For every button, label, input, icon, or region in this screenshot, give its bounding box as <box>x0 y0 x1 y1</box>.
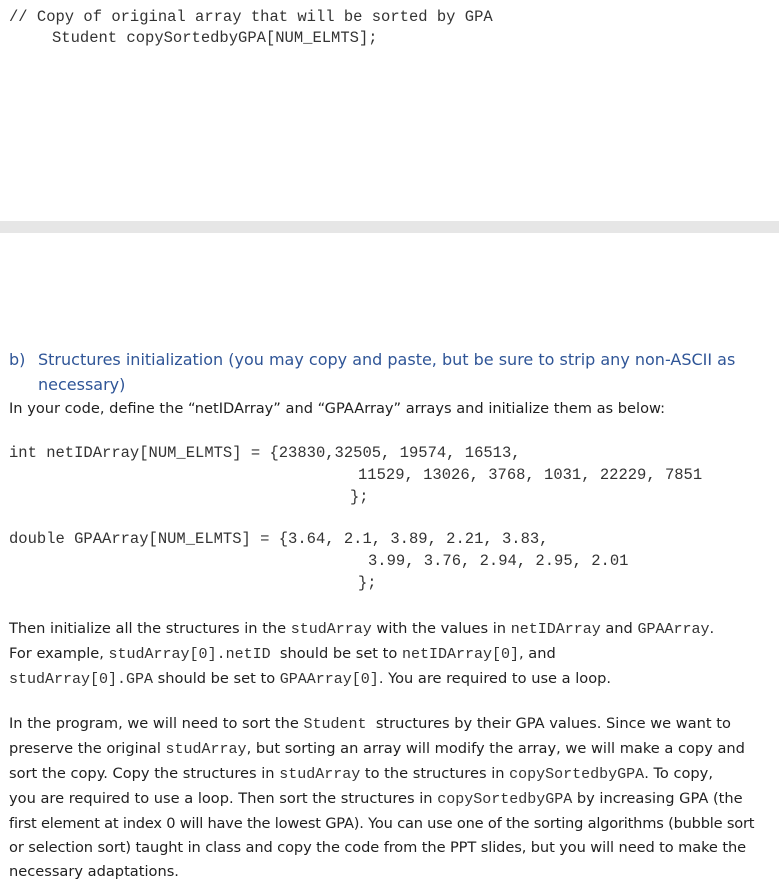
text: . To copy, <box>644 765 713 782</box>
section-label: b) <box>9 350 26 369</box>
code-term: studArray <box>279 766 361 783</box>
text: by increasing GPA (the <box>572 790 743 807</box>
intro-text: In your code, define the “netIDArray” and “GPAArray” arrays and initialize them as below: <box>9 400 666 417</box>
page-divider <box>0 221 779 233</box>
text: Then initialize all the structures in the <box>9 620 291 637</box>
code-term: studArray[0].GPA <box>9 671 154 688</box>
gpa-code-line3: }; <box>358 574 377 592</box>
paragraph-line: first element at index 0 will have the lowest GPA). You can use one of the sorting algorithms (bubble sort <box>9 815 755 832</box>
gpa-code-line2: 3.99, 3.76, 2.94, 2.95, 2.01 <box>368 552 629 570</box>
paragraph-initialize <box>9 617 771 692</box>
text: sort the copy. Copy the structures in <box>9 765 280 782</box>
code-term: copySortedbyGPA <box>509 766 645 783</box>
netid-code-line3: }; <box>350 488 369 506</box>
code-comment-line: // Copy of original array that will be sorted by GPA <box>9 8 493 26</box>
text: For example, <box>9 645 109 662</box>
text: In the program, we will need to sort the <box>9 715 304 732</box>
text: with the values in <box>371 620 511 637</box>
text: structures by their GPA values. Since we want to <box>366 715 731 732</box>
netid-code-line2: 11529, 13026, 3768, 1031, 22229, 7851 <box>358 466 703 484</box>
text: . You are required to use a loop. <box>378 670 612 687</box>
text: preserve the original <box>9 740 166 757</box>
text: should be set to <box>153 670 280 687</box>
paragraph-line <box>9 642 771 667</box>
gpa-code-line1: double GPAArray[NUM_ELMTS] = {3.64, 2.1, 3.89, 2.21, 3.83, <box>9 530 549 548</box>
text: . <box>709 620 715 637</box>
code-term: GPAArray[0] <box>279 671 379 688</box>
text: you are required to use a loop. Then sort the structures in <box>9 790 438 807</box>
code-term: GPAArray <box>637 621 710 638</box>
text: , and <box>519 645 556 662</box>
paragraph-line <box>9 712 771 737</box>
text: and <box>600 620 638 637</box>
paragraph-line <box>9 617 771 642</box>
code-term: copySortedbyGPA <box>437 791 573 808</box>
code-term: studArray[0].netID <box>108 646 271 663</box>
code-term: studArray <box>290 621 372 638</box>
text: , but sorting an array will modify the array, we will make a copy and <box>246 740 745 757</box>
section-title-line1: Structures initialization (you may copy and paste, but be sure to strip any non-ASCII as <box>38 350 736 369</box>
code-term: netIDArray <box>510 621 601 638</box>
code-term: studArray <box>165 741 247 758</box>
text: to the structures in <box>360 765 510 782</box>
paragraph-sorting <box>9 712 771 884</box>
paragraph-line <box>9 737 771 762</box>
paragraph-line <box>9 762 771 787</box>
paragraph-line: necessary adaptations. <box>9 863 179 880</box>
netid-code-line1: int netIDArray[NUM_ELMTS] = {23830,32505, 19574, 16513, <box>9 444 521 462</box>
paragraph-line: or selection sort) taught in class and copy the code from the PPT slides, but you will need to make the <box>9 839 746 856</box>
paragraph-line <box>9 787 771 812</box>
code-declaration-line: Student copySortedbyGPA[NUM_ELMTS]; <box>52 29 378 47</box>
text: should be set to <box>270 645 402 662</box>
code-term: netIDArray[0] <box>401 646 519 663</box>
section-title-line2: necessary) <box>38 375 126 394</box>
code-term: Student <box>303 716 367 733</box>
paragraph-line <box>9 667 771 692</box>
